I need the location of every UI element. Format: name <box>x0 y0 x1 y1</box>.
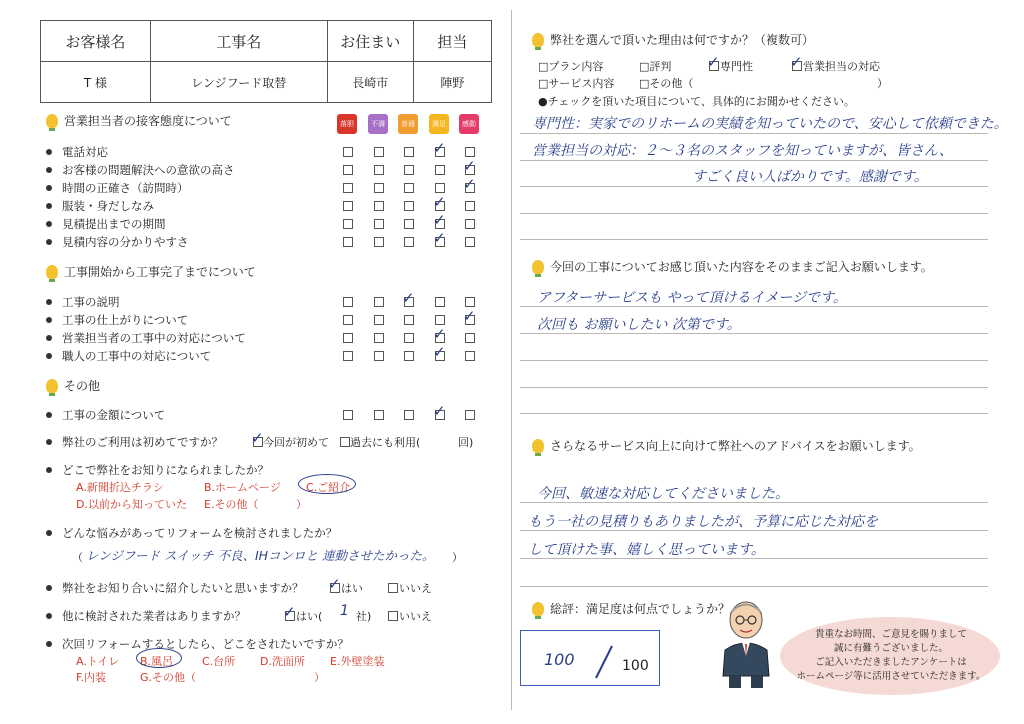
rating-chip-1: 不満 <box>368 114 388 134</box>
rating-checkbox[interactable] <box>374 237 384 247</box>
advice-line3: して頂けた事、嬉しく思っています。 <box>528 542 765 558</box>
impression-line1: アフターサービスも やって頂けるイメージです。 <box>537 290 847 306</box>
rating-checkbox[interactable] <box>343 165 353 175</box>
introduce-question: 弊社をお知り合いに紹介したいと思いますか？ <box>46 580 304 596</box>
bullet-icon <box>46 149 52 155</box>
rating-checkbox[interactable] <box>374 351 384 361</box>
rating-question: お客様の問題解決への意欲の高さ <box>46 162 235 178</box>
bulb-icon <box>46 114 58 128</box>
rating-question: 工事の仕上がりについて <box>46 312 188 328</box>
reason-note: ●チェックを頂いた項目について、具体的にお聞かせください。 <box>538 95 855 108</box>
how-known-e[interactable]: E.その他（ <box>204 498 259 511</box>
advice-line2: もう一社の見積りもありましたが、予算に応じた対応を <box>528 514 878 530</box>
score-max: 100 <box>622 658 649 674</box>
rating-checkbox[interactable] <box>404 201 414 211</box>
reason-answer-line3: すごく良い人ばかりです。感謝です。 <box>692 169 928 185</box>
compared-unit: 社) <box>356 610 372 623</box>
customer-table <box>40 20 492 103</box>
reason-other[interactable]: □その他（ <box>639 77 694 90</box>
how-known-c[interactable]: C.ご紹介 <box>306 481 351 494</box>
col-customer: お客様名 <box>41 21 151 62</box>
rating-checkbox[interactable] <box>404 147 414 157</box>
rating-checkbox[interactable] <box>435 183 445 193</box>
how-known-b[interactable]: B.ホームページ <box>204 481 281 494</box>
rating-checkbox[interactable] <box>435 297 445 307</box>
bullet-icon <box>46 613 52 619</box>
introduce-no-label: いいえ <box>399 582 432 595</box>
check-mark-icon: ✓ <box>433 139 446 157</box>
rating-checkbox[interactable] <box>465 351 475 361</box>
first-time-label: 今回が初めて <box>263 436 329 449</box>
rating-checkbox[interactable] <box>465 219 475 229</box>
check-mark-icon: ✓ <box>707 53 720 71</box>
reason-answer-line1: 専門性：実家でのリホームの実績を知っていたので、安心して依頼できた。 <box>532 116 1008 132</box>
bullet-icon <box>46 467 52 473</box>
rating-checkbox[interactable] <box>465 237 475 247</box>
rating-chip-3: 満足 <box>429 114 449 134</box>
reason-service[interactable]: □サービス内容 <box>538 77 615 90</box>
thanks-line4: ホームページ等に活用させていただきます。 <box>796 671 986 682</box>
rating-checkbox[interactable] <box>343 315 353 325</box>
slash-mark <box>592 644 616 680</box>
bulb-icon <box>532 260 544 274</box>
price-question: 工事の金額について <box>46 407 165 423</box>
rating-checkbox[interactable] <box>374 219 384 229</box>
advice-line1: 今回、敏速な対応してくださいました。 <box>537 486 789 502</box>
bullet-icon <box>46 335 52 341</box>
rating-checkbox[interactable] <box>435 165 445 175</box>
check-mark-icon: ✓ <box>433 402 446 420</box>
check-mark-icon: ✓ <box>433 211 446 229</box>
rating-chip-2: 普通 <box>398 114 418 134</box>
reason-answer-line2: 営業担当の対応：２～３名のスタッフを知っていますが、皆さん、 <box>532 143 953 159</box>
selected-circle <box>136 648 182 668</box>
rating-checkbox[interactable] <box>374 165 384 175</box>
bullet-icon <box>46 439 52 445</box>
compared-no-label: いいえ <box>399 610 432 623</box>
bullet-icon <box>46 585 52 591</box>
rating-checkbox[interactable] <box>343 219 353 229</box>
bulb-icon <box>46 265 58 279</box>
rating-checkbox[interactable] <box>404 351 414 361</box>
rating-question: 時間の正確さ（訪問時） <box>46 180 189 196</box>
reason-title: 弊社を選んで頂いた理由は何ですか？（複数可） <box>532 31 814 48</box>
reason-expertise[interactable]: 専門性 <box>720 60 753 73</box>
next-f[interactable]: F.内装 <box>76 671 107 684</box>
rating-chip-4: 感動 <box>459 114 479 134</box>
rating-checkbox[interactable] <box>343 147 353 157</box>
advice-title: さらなるサービス向上に向けて弊社へのアドバイスをお願いします。 <box>532 437 921 454</box>
rating-question: 電話対応 <box>46 144 108 160</box>
rating-question: 服装・身だしなみ <box>46 198 154 214</box>
next-d[interactable]: D.洗面所 <box>260 655 305 668</box>
first-time-question: 弊社のご利用は初めてですか？ <box>46 434 223 450</box>
rating-question: 見積提出までの期間 <box>46 216 166 232</box>
reason-reputation[interactable]: □評判 <box>639 60 672 73</box>
worry-question: どんな悩みがあってリフォームを検討されましたか？ <box>46 525 337 541</box>
rating-checkbox[interactable] <box>465 201 475 211</box>
check-mark-icon: ✓ <box>433 193 446 211</box>
impression-title: 今回の工事についてお感じ頂いた内容をそのままご記入お願いします。 <box>532 258 933 275</box>
how-known-e-end: ） <box>296 498 307 511</box>
bullet-icon <box>46 641 52 647</box>
impression-line2: 次回も お願いしたい 次第です。 <box>537 317 741 333</box>
rating-checkbox[interactable] <box>435 315 445 325</box>
section1-title: 営業担当者の接客態度について <box>46 112 232 129</box>
rating-checkbox[interactable] <box>374 333 384 343</box>
check-mark-icon: ✓ <box>251 429 264 447</box>
staff-mascot-icon <box>715 598 777 690</box>
rating-checkbox[interactable] <box>465 410 475 420</box>
reason-other-end: ） <box>877 77 888 90</box>
rating-checkbox[interactable] <box>374 201 384 211</box>
compared-count: 1 <box>340 603 349 619</box>
rating-checkbox[interactable] <box>465 297 475 307</box>
compared-yes-label: はい( <box>296 610 323 623</box>
rating-checkbox[interactable] <box>374 410 384 420</box>
bullet-icon <box>46 530 52 536</box>
next-b[interactable]: B.風呂 <box>140 655 174 668</box>
bullet-icon <box>46 203 52 209</box>
rating-chip-0: 落胆 <box>337 114 357 134</box>
thanks-line1: 貴重なお時間、ご意見を賜りまして <box>814 629 967 640</box>
page-divider <box>511 10 512 710</box>
check-mark-icon: ✓ <box>433 325 446 343</box>
score-title: 総評：満足度は何点でしょうか？ <box>532 600 730 617</box>
rating-checkbox[interactable] <box>404 410 414 420</box>
rating-checkbox[interactable] <box>343 351 353 361</box>
rating-checkbox[interactable] <box>343 410 353 420</box>
introduce-yes-label: はい <box>341 582 363 595</box>
check-mark-icon: ✓ <box>433 229 446 247</box>
reason-sales[interactable]: 営業担当の対応 <box>803 60 880 73</box>
score-value: 100 <box>544 650 575 669</box>
rating-checkbox[interactable] <box>343 297 353 307</box>
check-mark-icon: ✓ <box>283 603 296 621</box>
worry-close: ） <box>452 551 463 564</box>
col-job: 工事名 <box>150 21 327 62</box>
customer-name: T 様 <box>41 62 151 103</box>
check-mark-icon: ✓ <box>790 53 803 71</box>
rating-checkbox[interactable] <box>374 183 384 193</box>
rating-checkbox[interactable] <box>343 183 353 193</box>
rating-question: 工事の説明 <box>46 294 120 310</box>
col-address: お住まい <box>327 21 413 62</box>
how-known-a[interactable]: A.新聞折込チラシ <box>76 481 164 494</box>
next-question: 次回リフォームするとしたら、どこをされたいですか？ <box>46 636 349 652</box>
bullet-icon <box>46 412 52 418</box>
bullet-icon <box>46 185 52 191</box>
rating-checkbox[interactable] <box>465 333 475 343</box>
section2-title: 工事開始から工事完了までについて <box>46 263 256 280</box>
rating-checkbox[interactable] <box>404 333 414 343</box>
past-use-label: 過去にも利用( <box>350 436 421 449</box>
rating-checkbox[interactable] <box>343 201 353 211</box>
check-mark-icon: ✓ <box>433 343 446 361</box>
bullet-icon <box>46 353 52 359</box>
rating-checkbox[interactable] <box>343 333 353 343</box>
staff-value: 陣野 <box>413 62 491 103</box>
rating-checkbox[interactable] <box>404 219 414 229</box>
next-c[interactable]: C.台所 <box>202 655 236 668</box>
selected-circle <box>298 474 356 494</box>
col-staff: 担当 <box>413 21 491 62</box>
bullet-icon <box>46 167 52 173</box>
thanks-line2: 誠に有難うございました。 <box>833 643 948 654</box>
check-mark-icon: ✓ <box>463 157 476 175</box>
rating-checkbox[interactable] <box>374 147 384 157</box>
past-use-checkbox[interactable] <box>340 437 350 447</box>
bullet-icon <box>46 317 52 323</box>
rating-checkbox[interactable] <box>465 147 475 157</box>
rating-checkbox[interactable] <box>374 297 384 307</box>
rating-question: 職人の工事中の対応について <box>46 348 211 364</box>
how-known-question: どこで弊社をお知りになられましたか？ <box>46 462 269 478</box>
rating-checkbox[interactable] <box>404 237 414 247</box>
rating-checkbox[interactable] <box>404 315 414 325</box>
section3-title: その他 <box>46 377 100 394</box>
rating-checkbox[interactable] <box>343 237 353 247</box>
worry-answer: レンジフード スイッチ 不良、IHコンロと 連動させたかった。 <box>86 548 435 563</box>
rating-question: 営業担当者の工事中の対応について <box>46 330 246 346</box>
bullet-icon <box>46 221 52 227</box>
bulb-icon <box>532 33 544 47</box>
check-mark-icon: ✓ <box>328 575 341 593</box>
compared-no-checkbox[interactable] <box>388 611 398 621</box>
rating-checkbox[interactable] <box>374 315 384 325</box>
rating-question: 見積内容の分かりやすさ <box>46 234 189 250</box>
compared-question: 他に検討された業者はありますか？ <box>46 608 246 624</box>
reason-plan[interactable]: □プラン内容 <box>538 60 604 73</box>
worry-open: （ <box>72 551 83 564</box>
rating-checkbox[interactable] <box>404 165 414 175</box>
bullet-icon <box>46 299 52 305</box>
bullet-icon <box>46 239 52 245</box>
address-value: 長崎市 <box>327 62 413 103</box>
next-e[interactable]: E.外壁塗装 <box>330 655 385 668</box>
job-name: レンジフード取替 <box>150 62 327 103</box>
introduce-no-checkbox[interactable] <box>388 583 398 593</box>
bulb-icon <box>46 379 58 393</box>
check-mark-icon: ✓ <box>463 307 476 325</box>
thanks-line3: ご記入いただきましたアンケートは <box>815 657 967 668</box>
rating-checkbox[interactable] <box>404 183 414 193</box>
bulb-icon <box>532 602 544 616</box>
check-mark-icon: ✓ <box>463 175 476 193</box>
bulb-icon <box>532 439 544 453</box>
check-mark-icon: ✓ <box>402 289 415 307</box>
past-use-end: 回) <box>458 436 474 449</box>
next-g[interactable]: G.その他（ <box>140 671 197 684</box>
next-g-end: ） <box>314 671 325 684</box>
how-known-d[interactable]: D.以前から知っていた <box>76 498 187 511</box>
next-a[interactable]: A.トイレ <box>76 655 120 668</box>
